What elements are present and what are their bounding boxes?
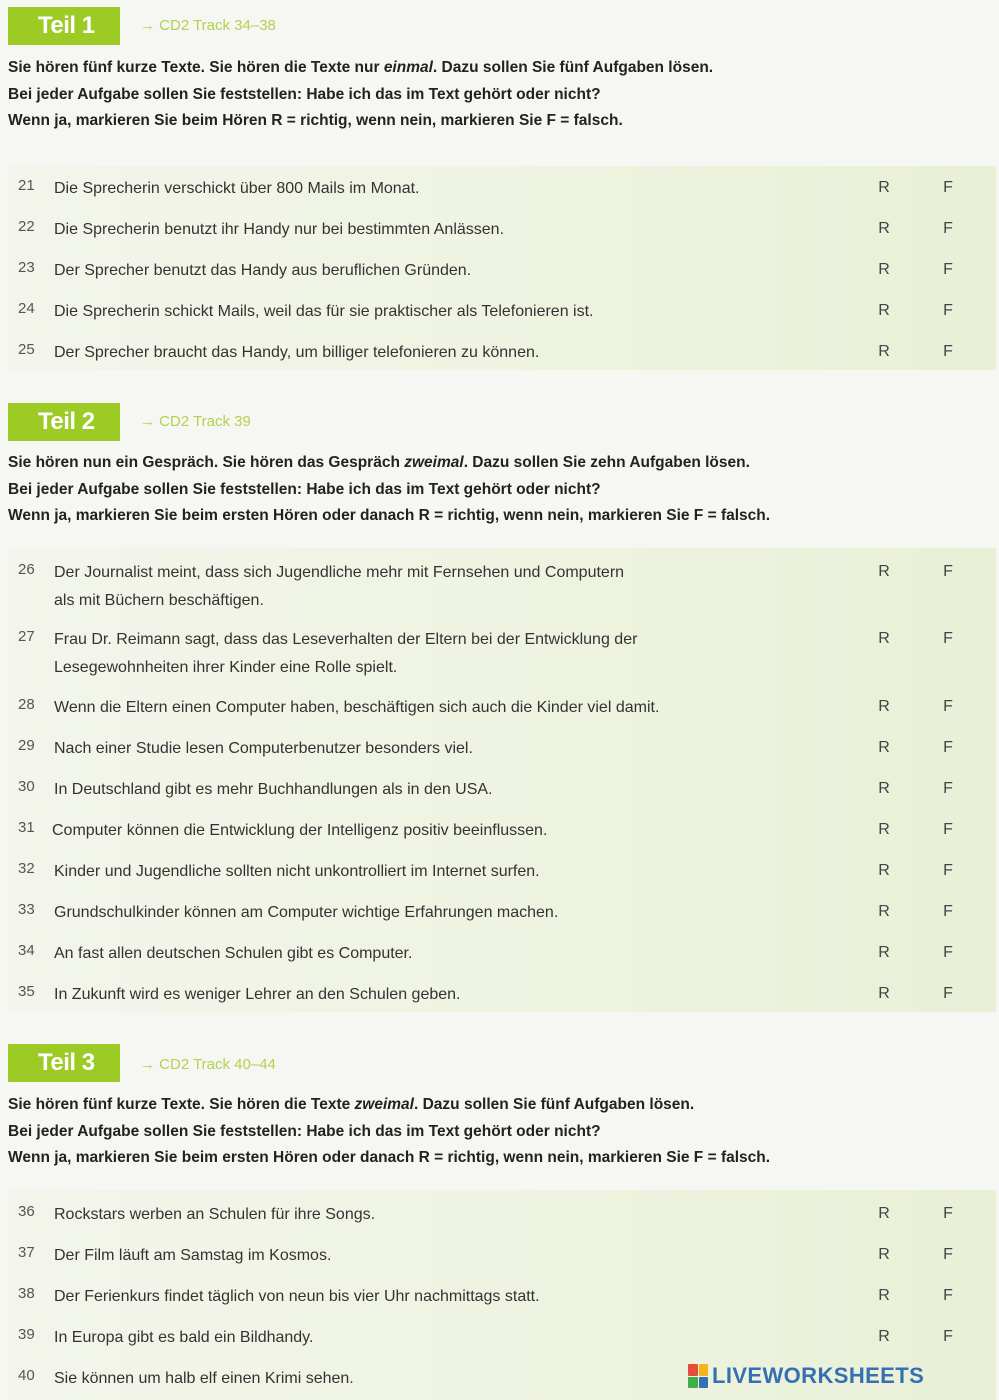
task-number: 28 <box>18 696 35 713</box>
option-falsch[interactable]: F <box>943 1328 953 1345</box>
option-falsch[interactable]: F <box>943 985 953 1002</box>
task-statement: Die Sprecherin benutzt ihr Handy nur bei bestimmten Anlässen. <box>54 221 505 238</box>
option-richtig[interactable]: R <box>878 1246 890 1263</box>
task-statement: Kinder und Jugendliche sollten nicht unkontrolliert im Internet surfen. <box>54 863 540 880</box>
liveworksheets-logo-icon <box>688 1364 708 1388</box>
instruction-line: Bei jeder Aufgabe sollen Sie feststellen: Habe ich das im Text gehört oder nicht? <box>8 480 601 498</box>
logo-square-yellow <box>699 1364 709 1376</box>
teil-2-track: → CD2 Track 39 <box>140 413 251 430</box>
task-statement-line: Der Journalist meint, dass sich Jugendliche mehr mit Fernsehen und Computern <box>54 564 625 581</box>
task-statement <box>54 559 834 615</box>
task-statement <box>54 626 834 682</box>
task-statement: Die Sprecherin schickt Mails, weil das für sie praktischer als Telefonieren ist. <box>54 303 594 320</box>
task-number: 32 <box>18 860 35 877</box>
task-statement: Der Sprecher braucht das Handy, um billiger telefonieren zu können. <box>54 344 540 361</box>
option-richtig[interactable]: R <box>878 698 890 715</box>
option-richtig[interactable]: R <box>878 1328 890 1345</box>
option-richtig[interactable]: R <box>878 1287 890 1304</box>
option-falsch[interactable]: F <box>943 1246 953 1263</box>
option-richtig[interactable]: R <box>878 343 890 360</box>
task-number: 22 <box>18 218 35 235</box>
teil-2-task-box <box>8 548 996 1012</box>
option-falsch[interactable]: F <box>943 944 953 961</box>
task-number: 34 <box>18 942 35 959</box>
option-richtig[interactable]: R <box>878 985 890 1002</box>
logo-square-blue <box>699 1377 709 1389</box>
task-number: 33 <box>18 901 35 918</box>
option-falsch[interactable]: F <box>943 821 953 838</box>
option-falsch[interactable]: F <box>943 780 953 797</box>
task-number: 27 <box>18 628 35 645</box>
option-richtig[interactable]: R <box>878 302 890 319</box>
instruction-line: Bei jeder Aufgabe sollen Sie feststellen: Habe ich das im Text gehört oder nicht? <box>8 85 601 103</box>
instruction-line: Sie hören nun ein Gespräch. Sie hören das Gespräch zweimal. Dazu sollen Sie zehn Aufgaben lösen. <box>8 454 750 471</box>
liveworksheets-logo <box>688 1360 924 1392</box>
option-richtig[interactable]: R <box>878 1205 890 1222</box>
task-statement: Nach einer Studie lesen Computerbenutzer besonders viel. <box>54 740 473 757</box>
instruction-line: Wenn ja, markieren Sie beim Hören R = richtig, wenn nein, markieren Sie F = falsch. <box>8 112 623 129</box>
logo-square-green <box>688 1377 698 1389</box>
option-falsch[interactable]: F <box>943 220 953 237</box>
option-falsch[interactable]: F <box>943 862 953 879</box>
option-falsch[interactable]: F <box>943 1287 953 1304</box>
task-statement: Die Sprecherin verschickt über 800 Mails im Monat. <box>54 180 420 197</box>
option-falsch[interactable]: F <box>943 903 953 920</box>
teil-1-instructions <box>8 55 988 135</box>
task-statement: Der Ferienkurs findet täglich von neun bis vier Uhr nachmittags statt. <box>54 1288 540 1305</box>
option-richtig[interactable]: R <box>878 739 890 756</box>
teil-1-track: → CD2 Track 34–38 <box>140 17 276 34</box>
task-statement: Der Film läuft am Samstag im Kosmos. <box>54 1247 332 1264</box>
task-statement: Computer können die Entwicklung der Intelligenz positiv beeinflussen. <box>52 822 548 839</box>
option-richtig[interactable]: R <box>878 903 890 920</box>
option-richtig[interactable]: R <box>878 220 890 237</box>
liveworksheets-logo-text: LIVEWORKSHEETS <box>712 1363 925 1388</box>
logo-square-red <box>688 1364 698 1376</box>
option-richtig[interactable]: R <box>878 862 890 879</box>
task-number: 36 <box>18 1203 35 1220</box>
task-statement: Sie können um halb elf einen Krimi sehen. <box>54 1370 354 1387</box>
option-falsch[interactable]: F <box>943 261 953 278</box>
task-number: 40 <box>18 1367 35 1384</box>
teil-3-badge: Teil 3 <box>8 1044 120 1082</box>
option-falsch[interactable]: F <box>943 343 953 360</box>
task-number: 21 <box>18 177 35 194</box>
task-number: 35 <box>18 983 35 1000</box>
task-statement-line: Frau Dr. Reimann sagt, dass das Leseverhalten der Eltern bei der Entwicklung der <box>54 631 638 648</box>
task-statement: Wenn die Eltern einen Computer haben, beschäftigen sich auch die Kinder viel damit. <box>54 699 660 716</box>
option-richtig[interactable]: R <box>878 179 890 196</box>
option-falsch[interactable]: F <box>943 698 953 715</box>
instruction-line: Wenn ja, markieren Sie beim ersten Hören oder danach R = richtig, wenn nein, markieren Sie F = falsch. <box>8 1149 771 1166</box>
teil-1-task-box <box>8 166 996 370</box>
option-richtig[interactable]: R <box>878 780 890 797</box>
task-number: 25 <box>18 341 35 358</box>
teil-3-instructions <box>8 1092 988 1172</box>
option-richtig[interactable]: R <box>878 563 890 580</box>
task-statement: Der Sprecher benutzt das Handy aus beruflichen Gründen. <box>54 262 472 279</box>
task-statement-line: als mit Büchern beschäftigen. <box>54 592 264 609</box>
task-statement: Grundschulkinder können am Computer wichtige Erfahrungen machen. <box>54 904 559 921</box>
teil-2-instructions <box>8 450 988 530</box>
teil-2-badge: Teil 2 <box>8 403 120 441</box>
instruction-line: Wenn ja, markieren Sie beim ersten Hören oder danach R = richtig, wenn nein, markieren Sie F = falsch. <box>8 507 771 524</box>
instruction-line: Sie hören fünf kurze Texte. Sie hören die Texte nur einmal. Dazu sollen Sie fünf Aufgaben lösen. <box>8 59 714 76</box>
option-falsch[interactable]: F <box>943 563 953 580</box>
task-statement: Rockstars werben an Schulen für ihre Songs. <box>54 1206 376 1223</box>
task-number: 37 <box>18 1244 35 1261</box>
task-number: 30 <box>18 778 35 795</box>
task-number: 24 <box>18 300 35 317</box>
option-falsch[interactable]: F <box>943 179 953 196</box>
teil-1-badge: Teil 1 <box>8 7 120 45</box>
option-richtig[interactable]: R <box>878 821 890 838</box>
task-statement-line: Lesegewohnheiten ihrer Kinder eine Rolle spielt. <box>54 659 398 676</box>
option-falsch[interactable]: F <box>943 739 953 756</box>
option-falsch[interactable]: F <box>943 302 953 319</box>
task-statement: In Europa gibt es bald ein Bildhandy. <box>54 1329 314 1346</box>
option-falsch[interactable]: F <box>943 1205 953 1222</box>
task-number: 23 <box>18 259 35 276</box>
task-number: 26 <box>18 561 35 578</box>
task-number: 29 <box>18 737 35 754</box>
task-statement: In Zukunft wird es weniger Lehrer an den Schulen geben. <box>54 986 461 1003</box>
teil-3-track: → CD2 Track 40–44 <box>140 1056 276 1073</box>
instruction-line: Sie hören fünf kurze Texte. Sie hören die Texte zweimal. Dazu sollen Sie fünf Aufgaben lösen. <box>8 1096 695 1113</box>
task-statement: In Deutschland gibt es mehr Buchhandlungen als in den USA. <box>54 781 493 798</box>
option-falsch[interactable]: F <box>943 630 953 647</box>
option-richtig[interactable]: R <box>878 944 890 961</box>
option-richtig[interactable]: R <box>878 261 890 278</box>
option-richtig[interactable]: R <box>878 630 890 647</box>
instruction-line: Bei jeder Aufgabe sollen Sie feststellen: Habe ich das im Text gehört oder nicht? <box>8 1122 601 1140</box>
task-statement: An fast allen deutschen Schulen gibt es Computer. <box>54 945 413 962</box>
task-number: 38 <box>18 1285 35 1302</box>
task-number: 39 <box>18 1326 35 1343</box>
task-number: 31 <box>18 819 35 836</box>
